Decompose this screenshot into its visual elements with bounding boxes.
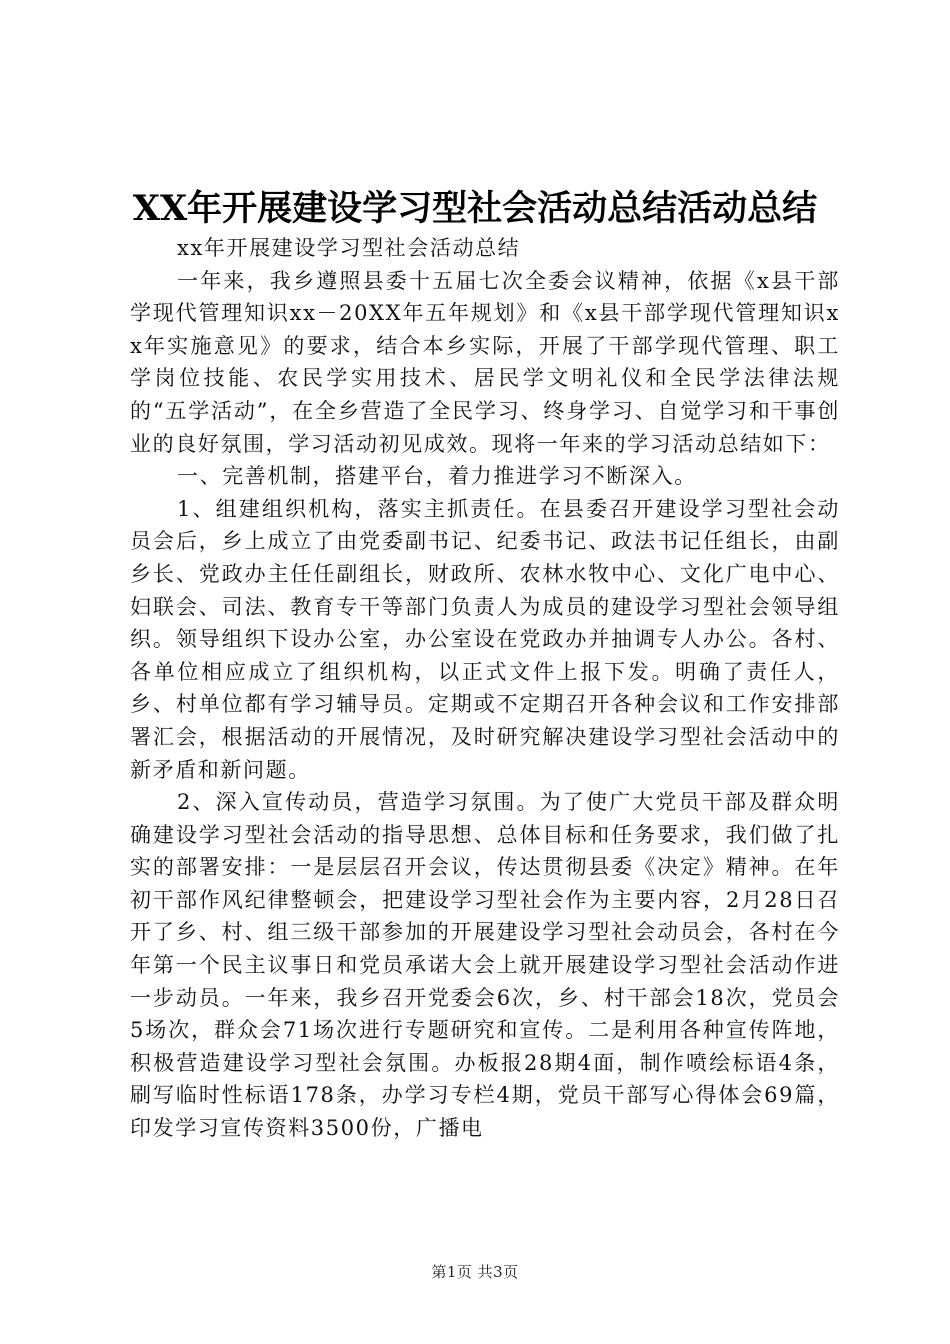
document-body: [130, 232, 840, 1145]
section-heading-paragraph: 一、完善机制，搭建平台，着力推进学习不断深入。: [177, 464, 697, 489]
body-paragraph: 1、组建组织机构，落实主抓责任。在县委召开建设学习型社会动员会后，乡上成立了由党委副书记、纪委书记、政法书记任组长，由副乡长、党政办主任任副组长，财政所、农林水牧中心、文化广电中心、妇联会、司法、教育专干等部门负责人为成员的建设学习型社会领导组织。领导组织下设办公室，办公室设在党政办并抽调专人办公。各村、各单位相应成立了组织机构，以正式文件上报下发。明确了责任人，乡、村单位都有学习辅导员。定期或不定期召开各种会议和工作安排部署汇会，根据活动的开展情况，及时研究解决建设学习型社会活动中的新矛盾和新问题。: [130, 496, 840, 782]
intro-paragraph: 一年来，我乡遵照县委十五届七次全委会议精神，依据《x县干部学现代管理知识xx－20XX年五年规划》和《x县干部学现代管理知识xx年实施意见》的要求，结合本乡实际，开展了干部学现代管理、职工学岗位技能、农民学实用技术、居民学文明礼仪和全民学法律法规的“五学活动”，在全乡营造了全民学习、终身学习、自觉学习和干事创业的良好氛围，学习活动初见成效。现将一年来的学习活动总结如下：: [130, 268, 840, 456]
document-title: XX年开展建设学习型社会活动总结活动总结: [132, 188, 818, 229]
body-paragraph: 2、深入宣传动员，营造学习氛围。为了使广大党员干部及群众明确建设学习型社会活动的指导思想、总体目标和任务要求，我们做了扎实的部署安排：一是层层召开会议，传达贯彻县委《决定》精神。在年初干部作风纪律整顿会，把建设学习型社会作为主要内容，2月28日召开了乡、村、组三级干部参加的开展建设学习型社会动员会，各村在今年第一个民主议事日和党员承诺大会上就开展建设学习型社会活动作进一步动员。一年来，我乡召开党委会6次，乡、村干部会18次，党员会5场次，群众会71场次进行专题研究和宣传。二是利用各种宣传阵地，积极营造建设学习型社会氛围。办板报28期4面，制作喷绘标语4条，刷写临时性标语178条，办学习专栏4期，党员干部写心得体会69篇，印发学习宣传资料3500份，广播电: [130, 790, 840, 1141]
subtitle-paragraph: xx年开展建设学习型社会活动总结: [177, 236, 521, 260]
page-footer: 第1页 共3页: [431, 1263, 519, 1281]
